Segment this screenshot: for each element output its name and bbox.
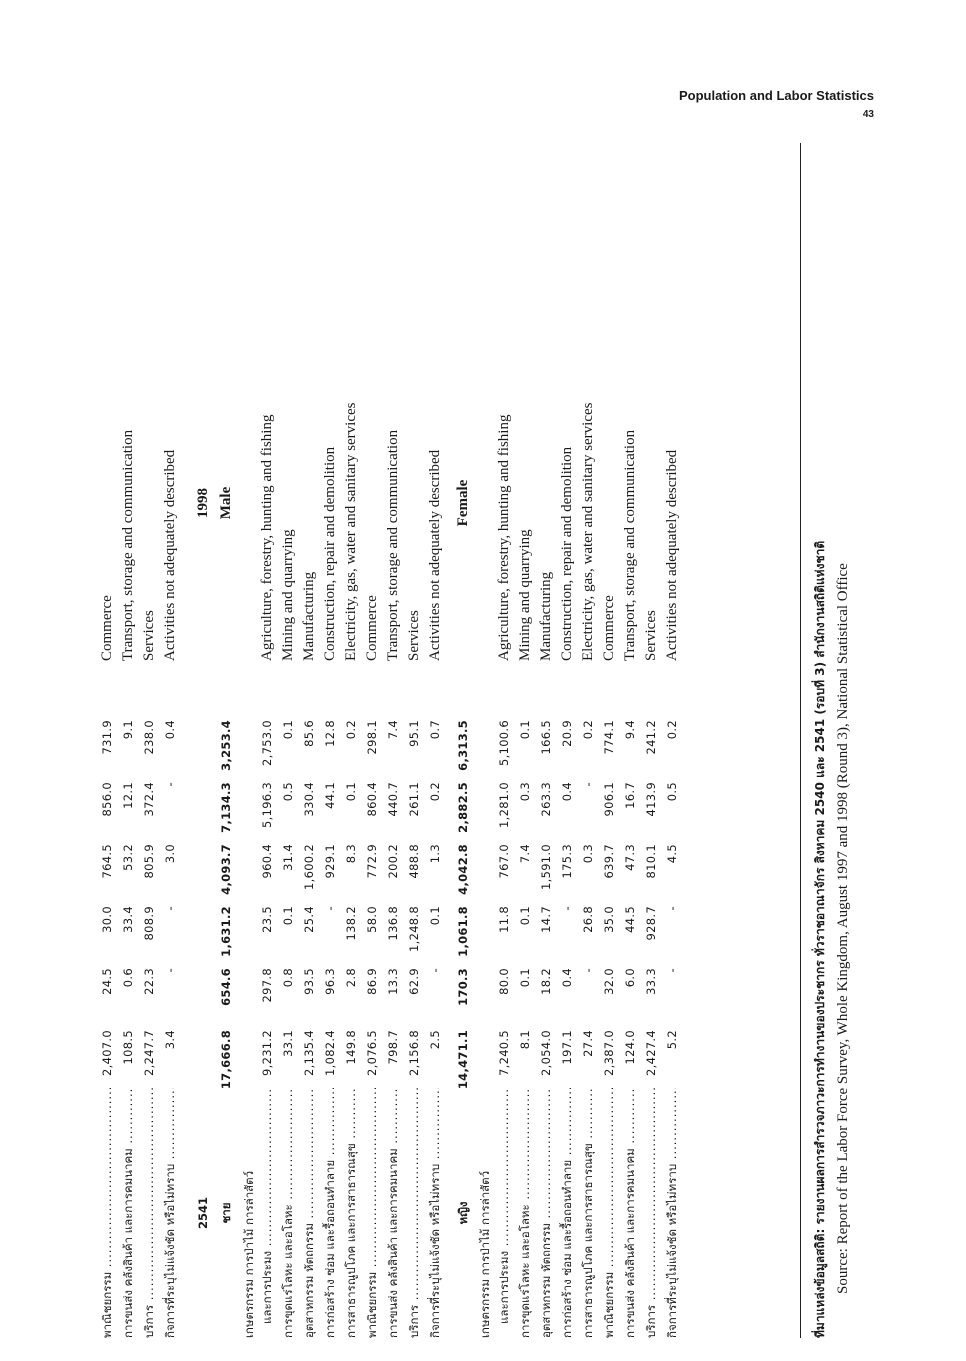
value-cell: 20.9: [560, 720, 574, 747]
value-cell: 0.6: [121, 968, 135, 988]
value-cell: 7.4: [386, 720, 400, 740]
value-cell: 166.5: [539, 720, 553, 755]
row-label: พาณิชยกรรม .....: [98, 1088, 117, 1338]
value-cell: 2,247.7: [142, 1030, 156, 1076]
value-cell: 4,093.7: [219, 844, 233, 895]
value-cell: 23.5: [260, 906, 274, 933]
row-label-english: Services: [643, 610, 659, 661]
value-cell: 0.3: [518, 782, 532, 802]
value-cell: 2,882.5: [456, 782, 470, 833]
value-cell: 929.1: [323, 844, 337, 879]
value-cell: 2,427.4: [644, 1030, 658, 1076]
value-cell: 27.4: [581, 1030, 595, 1057]
row-label: และการประมง .....: [495, 1088, 514, 1338]
value-cell: 774.1: [602, 720, 616, 755]
row-label-english: Commerce: [364, 595, 380, 661]
row-label-english: Transport, storage and communication: [622, 429, 638, 661]
value-cell: 14,471.1: [456, 1030, 470, 1090]
value-cell: 298.1: [365, 720, 379, 755]
table-row: [558, 143, 577, 1338]
value-cell: 0.1: [281, 720, 295, 740]
value-cell: 170.3: [456, 968, 470, 1006]
row-label: บริการ .....: [140, 1088, 159, 1338]
row-label: กิจการที่ระบุไม่แจ้งชัด หรือไม่ทราบ .....: [161, 1088, 180, 1338]
value-cell: 1,600.2: [302, 844, 316, 890]
row-label-english: Transport, storage and communication: [120, 429, 136, 661]
row-label: การขนส่ง คลังสินค้า และการคมนาคม .....: [621, 1088, 640, 1338]
value-cell: 0.1: [518, 720, 532, 740]
row-label: และการประมง .....: [258, 1088, 277, 1338]
value-cell: 14.7: [539, 906, 553, 933]
value-cell: 62.9: [407, 968, 421, 995]
row-label: การขนส่ง คลังสินค้า และการคมนาคม .....: [384, 1088, 403, 1338]
row-label-english: Construction, repair and demolition: [559, 446, 575, 661]
value-cell: 906.1: [602, 782, 616, 817]
value-cell: 1,248.8: [407, 906, 421, 952]
row-label: การสาธารณูปโภค และการสาธารณสุข .....: [579, 1088, 598, 1338]
value-cell: 80.0: [497, 968, 511, 995]
value-cell: 6.0: [623, 968, 637, 988]
value-cell: 86.9: [365, 968, 379, 995]
row-label: 2541: [196, 1197, 210, 1230]
rotated-table: [90, 143, 870, 1338]
row-label-english: Activities not adequately described: [427, 449, 443, 661]
row-label: การขนส่ง คลังสินค้า และการคมนาคม .....: [119, 1088, 138, 1338]
value-cell: 25.4: [302, 906, 316, 933]
value-cell: 8.3: [344, 844, 358, 864]
row-label-english: Transport, storage and communication: [385, 429, 401, 661]
table-row: [426, 143, 445, 1338]
value-cell: 2,753.0: [260, 720, 274, 766]
row-label: บริการ .....: [405, 1088, 424, 1338]
row-label-english: Services: [406, 610, 422, 661]
value-cell: 0.1: [281, 906, 295, 926]
value-cell: 0.2: [581, 720, 595, 740]
value-cell: 0.5: [281, 782, 295, 802]
value-cell: 47.3: [623, 844, 637, 871]
row-label-english: Services: [141, 610, 157, 661]
table-row: [240, 143, 259, 1338]
row-label: อุตสาหกรรม หัตถกรรม .....: [300, 1088, 319, 1338]
value-cell: 33.1: [281, 1030, 295, 1057]
value-cell: 488.8: [407, 844, 421, 879]
table-row: [140, 143, 159, 1338]
value-cell: 1,061.8: [456, 906, 470, 957]
value-cell: 5,100.6: [497, 720, 511, 766]
value-cell: 440.7: [386, 782, 400, 817]
value-cell: 0.8: [281, 968, 295, 988]
row-label: เกษตรกรรม การป่าไม้ การล่าสัตว์: [242, 1170, 256, 1338]
row-label-english: Manufacturing: [538, 571, 554, 661]
value-cell: 108.5: [121, 1030, 135, 1065]
value-cell: 136.8: [386, 906, 400, 941]
value-cell: 413.9: [644, 782, 658, 817]
value-cell: 58.0: [365, 906, 379, 933]
value-cell: 856.0: [100, 782, 114, 817]
table-row: [454, 143, 473, 1338]
row-label: การสาธารณูปโภค และการสาธารณสุข .....: [342, 1088, 361, 1338]
value-cell: 3,253.4: [219, 720, 233, 771]
value-cell: 5.2: [665, 1030, 679, 1050]
table-row: [579, 143, 598, 1338]
value-cell: 798.7: [386, 1030, 400, 1065]
value-cell: 2,407.0: [100, 1030, 114, 1076]
table-row: [476, 143, 495, 1338]
value-cell: 175.3: [560, 844, 574, 879]
value-cell: 960.4: [260, 844, 274, 879]
value-cell: 24.5: [100, 968, 114, 995]
value-cell: 808.9: [142, 906, 156, 941]
value-cell: 0.1: [428, 906, 442, 926]
row-label: การก่อสร้าง ซ่อม และรื้อถอนทำลาย .....: [321, 1088, 340, 1338]
value-cell: 2.5: [428, 1030, 442, 1050]
value-cell: 2,076.5: [365, 1030, 379, 1076]
footer-rule: [800, 143, 801, 1338]
value-cell: 0.4: [163, 720, 177, 740]
value-cell: 7.4: [518, 844, 532, 864]
value-cell: 0.7: [428, 720, 442, 740]
row-label-english: Agriculture, forestry, hunting and fishing: [496, 414, 512, 661]
row-label: พาณิชยกรรม .....: [600, 1088, 619, 1338]
value-cell: 3.0: [163, 844, 177, 864]
value-cell: -: [665, 968, 679, 973]
table-row: [363, 143, 382, 1338]
page-number: 43: [862, 109, 874, 120]
row-label: หญิง: [456, 1201, 470, 1225]
value-cell: 0.5: [665, 782, 679, 802]
value-cell: 1,281.0: [497, 782, 511, 828]
value-cell: 2,054.0: [539, 1030, 553, 1076]
table-row: [495, 143, 514, 1338]
row-label: อุตสาหกรรม หัตถกรรม .....: [537, 1088, 556, 1338]
row-label-english: 1998: [195, 488, 211, 518]
value-cell: 22.3: [142, 968, 156, 995]
value-cell: 0.3: [581, 844, 595, 864]
value-cell: 238.0: [142, 720, 156, 755]
value-cell: 0.4: [560, 782, 574, 802]
table-row: [405, 143, 424, 1338]
value-cell: 12.1: [121, 782, 135, 809]
value-cell: -: [581, 968, 595, 973]
value-cell: 8.1: [518, 1030, 532, 1050]
value-cell: -: [163, 968, 177, 973]
value-cell: 1,591.0: [539, 844, 553, 890]
value-cell: 2.8: [344, 968, 358, 988]
value-cell: 96.3: [323, 968, 337, 995]
row-label-english: Female: [455, 479, 471, 527]
table-row: [516, 143, 535, 1338]
value-cell: 0.1: [518, 906, 532, 926]
value-cell: 11.8: [497, 906, 511, 933]
row-label-english: Electricity, gas, water and sanitary services: [343, 402, 359, 661]
table-row: [98, 143, 117, 1338]
value-cell: 772.9: [365, 844, 379, 879]
row-label: พาณิชยกรรม .....: [363, 1088, 382, 1338]
value-cell: 810.1: [644, 844, 658, 879]
table-row: [621, 143, 640, 1338]
row-label-english: Mining and quarrying: [517, 529, 533, 661]
row-label: การก่อสร้าง ซ่อม และรื้อถอนทำลาย .....: [558, 1088, 577, 1338]
value-cell: 53.2: [121, 844, 135, 871]
row-label: การขุดแร่โลหะ และอโลหะ .....: [516, 1088, 535, 1338]
value-cell: 30.0: [100, 906, 114, 933]
value-cell: 0.2: [344, 720, 358, 740]
value-cell: 9.1: [121, 720, 135, 740]
value-cell: 124.0: [623, 1030, 637, 1065]
page-title: Population and Labor Statistics: [678, 88, 874, 103]
value-cell: 805.9: [142, 844, 156, 879]
value-cell: 9.4: [623, 720, 637, 740]
value-cell: 4,042.8: [456, 844, 470, 895]
table-row: [217, 143, 236, 1338]
value-cell: 0.2: [428, 782, 442, 802]
table-row: [161, 143, 180, 1338]
value-cell: 1.3: [428, 844, 442, 864]
value-cell: 731.9: [100, 720, 114, 755]
value-cell: 33.3: [644, 968, 658, 995]
value-cell: 241.2: [644, 720, 658, 755]
row-label: บริการ .....: [642, 1088, 661, 1338]
value-cell: -: [428, 968, 442, 973]
value-cell: 860.4: [365, 782, 379, 817]
table-row: [300, 143, 319, 1338]
value-cell: 2,387.0: [602, 1030, 616, 1076]
value-cell: 35.0: [602, 906, 616, 933]
value-cell: 32.0: [602, 968, 616, 995]
source-note-thai: ที่มาแหล่งข้อมูลสถิติ: รายงานผลการสำรวจภาวะการทำงานของประชากร ทั่วราชอาณาจักร สิงหาคม 2540 และ 2541 (รอบที่ 3) สำนักงานสถิติแห่งชาติ: [813, 540, 827, 1338]
value-cell: 639.7: [602, 844, 616, 879]
value-cell: 33.4: [121, 906, 135, 933]
value-cell: 261.1: [407, 782, 421, 817]
row-label: เกษตรกรรม การป่าไม้ การล่าสัตว์: [478, 1170, 492, 1338]
row-label-english: Electricity, gas, water and sanitary services: [580, 402, 596, 661]
table-row: [321, 143, 340, 1338]
value-cell: -: [163, 782, 177, 787]
value-cell: 654.6: [219, 968, 233, 1006]
table-row: [642, 143, 661, 1338]
table-row: [384, 143, 403, 1338]
value-cell: 44.1: [323, 782, 337, 809]
value-cell: 149.8: [344, 1030, 358, 1065]
row-label: การขุดแร่โลหะ และอโลหะ .....: [279, 1088, 298, 1338]
row-label: กิจการที่ระบุไม่แจ้งชัด หรือไม่ทราบ .....: [426, 1088, 445, 1338]
value-cell: 7,134.3: [219, 782, 233, 833]
value-cell: 5,196.3: [260, 782, 274, 828]
value-cell: 372.4: [142, 782, 156, 817]
table-row: [258, 143, 277, 1338]
value-cell: 4.5: [665, 844, 679, 864]
value-cell: 928.7: [644, 906, 658, 941]
table-row: [194, 143, 213, 1338]
value-cell: 1,082.4: [323, 1030, 337, 1076]
value-cell: 93.5: [302, 968, 316, 995]
value-cell: 0.1: [518, 968, 532, 988]
value-cell: 6,313.5: [456, 720, 470, 771]
row-label-english: Commerce: [601, 595, 617, 661]
page-header: [679, 88, 874, 120]
row-label-english: Agriculture, forestry, hunting and fishing: [259, 414, 275, 661]
value-cell: 3.4: [163, 1030, 177, 1050]
value-cell: 767.0: [497, 844, 511, 879]
value-cell: 31.4: [281, 844, 295, 871]
value-cell: 138.2: [344, 906, 358, 941]
row-label: กิจการที่ระบุไม่แจ้งชัด หรือไม่ทราบ .....: [663, 1088, 682, 1338]
row-label-english: Male: [218, 486, 234, 520]
value-cell: 2,156.8: [407, 1030, 421, 1076]
value-cell: 44.5: [623, 906, 637, 933]
value-cell: 330.4: [302, 782, 316, 817]
value-cell: 12.8: [323, 720, 337, 747]
value-cell: 13.3: [386, 968, 400, 995]
value-cell: 7,240.5: [497, 1030, 511, 1076]
table-row: [600, 143, 619, 1338]
table-row: [342, 143, 361, 1338]
value-cell: 0.4: [560, 968, 574, 988]
value-cell: -: [581, 782, 595, 787]
value-cell: 297.8: [260, 968, 274, 1003]
value-cell: -: [560, 906, 574, 911]
value-cell: 0.1: [344, 782, 358, 802]
value-cell: 263.3: [539, 782, 553, 817]
value-cell: 18.2: [539, 968, 553, 995]
source-note-english: Source: Report of the Labor Force Survey, Whole Kingdom, August 1997 and 1998 (Round 3), National Statistical Office: [835, 563, 851, 1294]
value-cell: 200.2: [386, 844, 400, 879]
row-label-english: Activities not adequately described: [664, 449, 680, 661]
value-cell: 2,135.4: [302, 1030, 316, 1076]
table-row: [279, 143, 298, 1338]
value-cell: 764.5: [100, 844, 114, 879]
value-cell: 17,666.8: [219, 1030, 233, 1090]
row-label-english: Manufacturing: [301, 571, 317, 661]
value-cell: 85.6: [302, 720, 316, 747]
row-label-english: Mining and quarrying: [280, 529, 296, 661]
value-cell: 9,231.2: [260, 1030, 274, 1076]
value-cell: 95.1: [407, 720, 421, 747]
value-cell: 16.7: [623, 782, 637, 809]
value-cell: 26.8: [581, 906, 595, 933]
row-label: ชาย: [219, 1202, 233, 1224]
value-cell: 197.1: [560, 1030, 574, 1065]
table-row: [537, 143, 556, 1338]
value-cell: -: [323, 906, 337, 911]
value-cell: 1,631.2: [219, 906, 233, 957]
row-label-english: Activities not adequately described: [162, 449, 178, 661]
value-cell: 0.2: [665, 720, 679, 740]
row-label-english: Commerce: [99, 595, 115, 661]
table-row: [663, 143, 682, 1338]
value-cell: -: [163, 906, 177, 911]
table-row: [119, 143, 138, 1338]
row-label-english: Construction, repair and demolition: [322, 446, 338, 661]
value-cell: -: [665, 906, 679, 911]
